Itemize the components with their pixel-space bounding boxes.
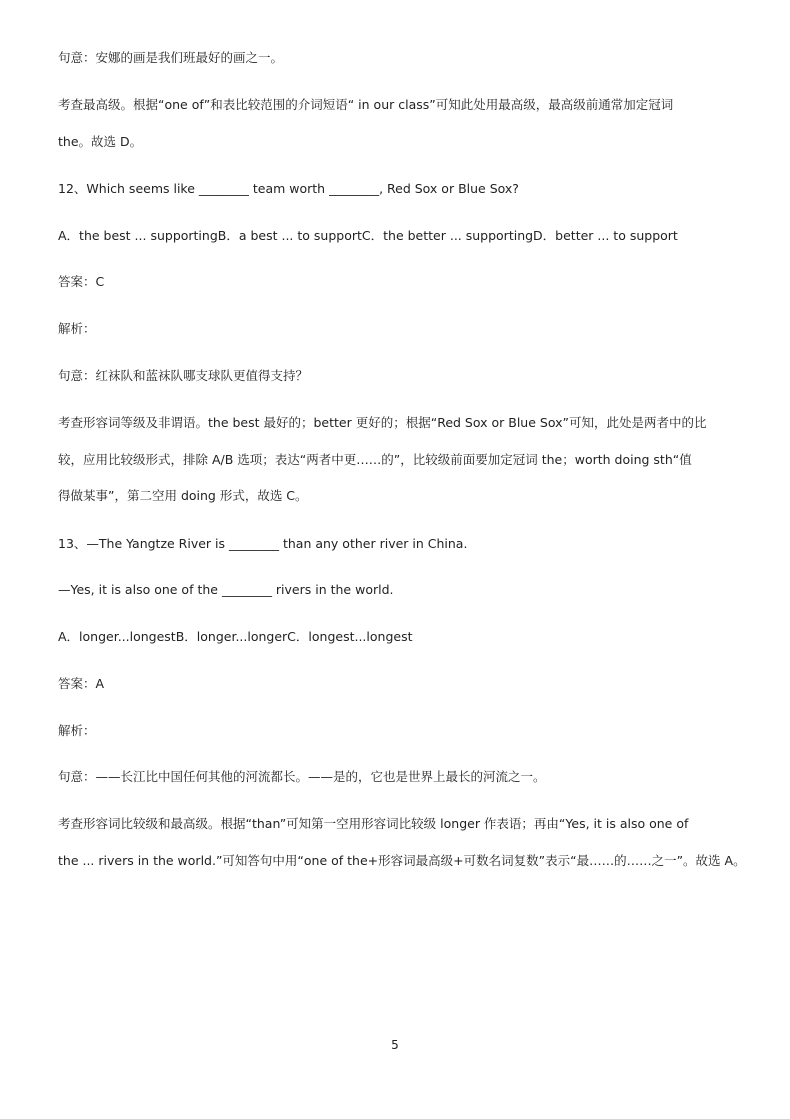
q13-explanation-line-2: the ... rivers in the world.”可知答句中用“one of the+形容词最高级+可数名词复数”表示“最……的……之一”。故选 A。 [58,853,746,868]
q13-analysis-label: 解析： [58,723,96,738]
q13-options: A．longer...longestB．longer...longerC．longest...longest [58,629,413,644]
q12-explanation-line-3: 得做某事”，第二空用 doing 形式，故选 C。 [58,488,308,503]
q11-meaning: 句意：安娜的画是我们班最好的画之一。 [58,50,284,65]
q13-question-line-2: —Yes, it is also one of the ________ rivers in the world. [58,582,394,597]
q12-answer: 答案：C [58,274,105,289]
q11-explanation-line-2: the。故选 D。 [58,134,143,149]
q13-question-line-1: 13、—The Yangtze River is ________ than any other river in China. [58,536,468,551]
q12-question: 12、Which seems like ________ team worth ________, Red Sox or Blue Sox? [58,181,519,196]
q12-meaning: 句意：红袜队和蓝袜队哪支球队更值得支持？ [58,368,309,383]
q13-explanation-line-1: 考查形容词比较级和最高级。根据“than”可知第一空用形容词比较级 longer 作表语；再由“Yes, it is also one of [58,816,689,831]
q11-explanation-line-1: 考查最高级。根据“one of”和表比较范围的介词短语“ in our class”可知此处用最高级，最高级前通常加定冠词 [58,97,674,112]
q13-meaning: 句意：——长江比中国任何其他的河流都长。——是的，它也是世界上最长的河流之一。 [58,769,546,784]
q13-answer: 答案：A [58,676,105,691]
q12-explanation-line-1: 考查形容词等级及非谓语。the best 最好的；better 更好的；根据“Red Sox or Blue Sox”可知，此处是两者中的比 [58,415,707,430]
q12-explanation-line-2: 较，应用比较级形式，排除 A/B 选项；表达“两者中更……的”，比较级前面要加定冠词 the；worth doing sth“值 [58,452,692,467]
q12-analysis-label: 解析： [58,321,96,336]
q12-options: A．the best ... supportingB．a best ... to supportC．the better ... supportingD．better ... to support [58,228,678,243]
page-number: 5 [391,1038,399,1052]
